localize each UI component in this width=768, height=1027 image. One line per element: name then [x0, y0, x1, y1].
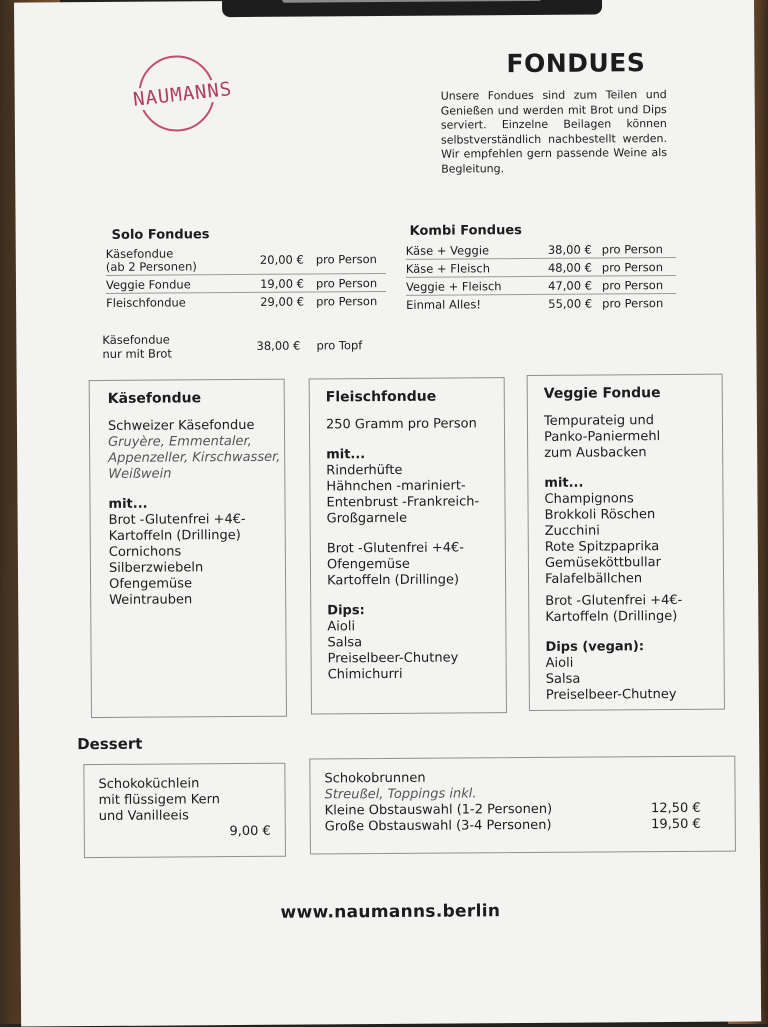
box-title: Käsefondue — [107, 390, 202, 407]
list-item: Brot -Glutenfrei +4€- — [326, 540, 464, 557]
brand-logo — [126, 55, 234, 136]
price-row — [106, 292, 386, 312]
item-name: Käsefondue (ab 2 Personen) — [105, 245, 197, 274]
item-price: 48,00 € — [547, 260, 592, 275]
price-row — [106, 244, 386, 276]
list-item: Preiselbeer-Chutney — [327, 650, 459, 667]
list-item: Ofengemüse — [109, 576, 193, 592]
box-desc: 250 Gramm pro Person — [325, 416, 477, 433]
box-subheading: mit... — [544, 475, 584, 491]
dessert-line: und Vanilleeis — [98, 808, 189, 825]
price-row — [406, 258, 676, 278]
solo-title: Solo Fondues — [111, 227, 210, 243]
kaesefondue-box — [89, 379, 287, 718]
price-row — [406, 240, 676, 260]
box-subheading: Dips (vegan): — [545, 639, 645, 655]
box-title: Fleischfondue — [325, 388, 437, 406]
dessert-note: Streußel, Toppings inkl. — [324, 786, 477, 803]
list-item: Aioli — [545, 655, 574, 671]
box-note: Gruyère, Emmentaler, — [108, 433, 252, 450]
item-name: Veggie + Fleisch — [405, 278, 502, 294]
item-unit: pro Topf — [316, 338, 363, 353]
box-subheading: mit... — [108, 496, 148, 512]
list-item: Preiselbeer-Chutney — [545, 686, 677, 703]
list-item: Silberzwiebeln — [108, 560, 204, 576]
item-price: 38,00 € — [256, 338, 301, 353]
list-item: Kartoffeln (Drillinge) — [108, 528, 241, 544]
option-name: Kleine Obstauswahl (1-2 Personen) — [324, 801, 553, 819]
item-price: 47,00 € — [548, 278, 593, 293]
option-name: Große Obstauswahl (3-4 Personen) — [324, 817, 552, 835]
dessert-line: mit flüssigem Kern — [98, 792, 221, 809]
item-price: 29,00 € — [260, 294, 305, 309]
logo-text: NAUMANNS — [126, 77, 240, 111]
item-name: Käse + Fleisch — [405, 260, 491, 276]
list-item: Rote Spitzpaprika — [544, 539, 660, 555]
fleischfondue-box — [309, 377, 507, 714]
dessert-line: Schokoküchlein — [98, 776, 200, 793]
option-price: 12,50 € — [650, 800, 701, 817]
price-row-extra — [102, 330, 382, 362]
clipboard-clip — [222, 0, 602, 17]
list-item: Gemüseköttbullar — [544, 555, 661, 571]
dessert-option-row — [325, 817, 721, 836]
price-row — [406, 294, 676, 314]
box-desc: Tempurateig und — [543, 413, 655, 429]
list-item: Falafelbällchen — [544, 571, 643, 587]
menu-sheet — [14, 0, 761, 1027]
item-name: Fleischfondue — [106, 295, 186, 310]
page-title: FONDUES — [506, 48, 646, 79]
list-item: Brot -Glutenfrei +4€- — [108, 511, 246, 528]
list-item: Hähnchen -mariniert- — [326, 478, 466, 495]
list-item: Kartoffeln (Drillinge) — [327, 572, 460, 589]
website-url: www.naumanns.berlin — [280, 901, 501, 923]
veggiefondue-box — [527, 374, 725, 711]
item-price: 20,00 € — [259, 252, 304, 267]
list-item: Kartoffeln (Drillinge) — [545, 608, 678, 625]
list-item: Cornichons — [108, 544, 182, 560]
dessert-price: 9,00 € — [229, 823, 271, 840]
item-unit: pro Person — [316, 294, 378, 309]
dessert-name: Schokobrunnen — [324, 770, 426, 787]
list-item: Rinderhüfte — [326, 462, 403, 479]
box-note: Appenzeller, Kirschwasser, — [108, 449, 281, 466]
intro-text: Unsere Fondues sind zum Teilen und Genießen und werden mit Brot und Dips serviert. Einzelne Beilagen können selbstverständlich nachbestellt werden. Wir empfehlen gern passende Weine als Begleitung. — [440, 88, 668, 176]
price-row — [406, 276, 676, 296]
item-price: 19,00 € — [260, 276, 305, 291]
item-unit: pro Person — [601, 259, 664, 274]
box-title: Veggie Fondue — [543, 385, 661, 402]
dessert-cake-box — [83, 763, 286, 858]
list-item: Salsa — [545, 671, 581, 687]
item-name: Einmal Alles! — [406, 297, 481, 312]
option-price: 19,50 € — [651, 816, 701, 833]
item-name: Käse + Veggie — [405, 242, 490, 258]
list-item: Brot -Glutenfrei +4€- — [545, 592, 683, 609]
list-item: Salsa — [327, 635, 363, 651]
item-price: 55,00 € — [548, 296, 593, 311]
item-unit: pro Person — [315, 275, 378, 290]
box-note: Weißwein — [108, 466, 172, 482]
dessert-title: Dessert — [77, 734, 143, 754]
item-unit: pro Person — [602, 296, 664, 311]
list-item: Großgarnele — [326, 510, 408, 527]
list-item: Champignons — [544, 491, 634, 507]
box-subheading: mit... — [326, 447, 366, 463]
box-subheading: Dips: — [327, 603, 365, 619]
item-name: Veggie Fondue — [105, 276, 191, 292]
box-desc: Panko-Paniermehl — [544, 429, 661, 445]
box-desc: Schweizer Käsefondue — [107, 417, 255, 434]
list-item: Entenbrust -Frankreich- — [326, 494, 480, 511]
item-price: 38,00 € — [547, 242, 592, 257]
list-item: Brokkoli Röschen — [544, 507, 656, 523]
item-unit: pro Person — [601, 241, 663, 256]
schokobrunnen-box — [309, 756, 736, 855]
kombi-title: Kombi Fondues — [409, 223, 522, 239]
list-item: Chimichurri — [327, 666, 403, 683]
item-unit: pro Person — [315, 251, 377, 266]
box-desc: zum Ausbacken — [544, 445, 647, 461]
list-item: Weintrauben — [109, 592, 193, 608]
list-item: Zucchini — [544, 523, 600, 539]
item-name: Käsefondue nur mit Brot — [102, 332, 172, 361]
list-item: Aioli — [327, 619, 356, 635]
item-unit: pro Person — [601, 277, 664, 292]
price-row — [106, 274, 386, 294]
list-item: Ofengemüse — [326, 556, 410, 573]
